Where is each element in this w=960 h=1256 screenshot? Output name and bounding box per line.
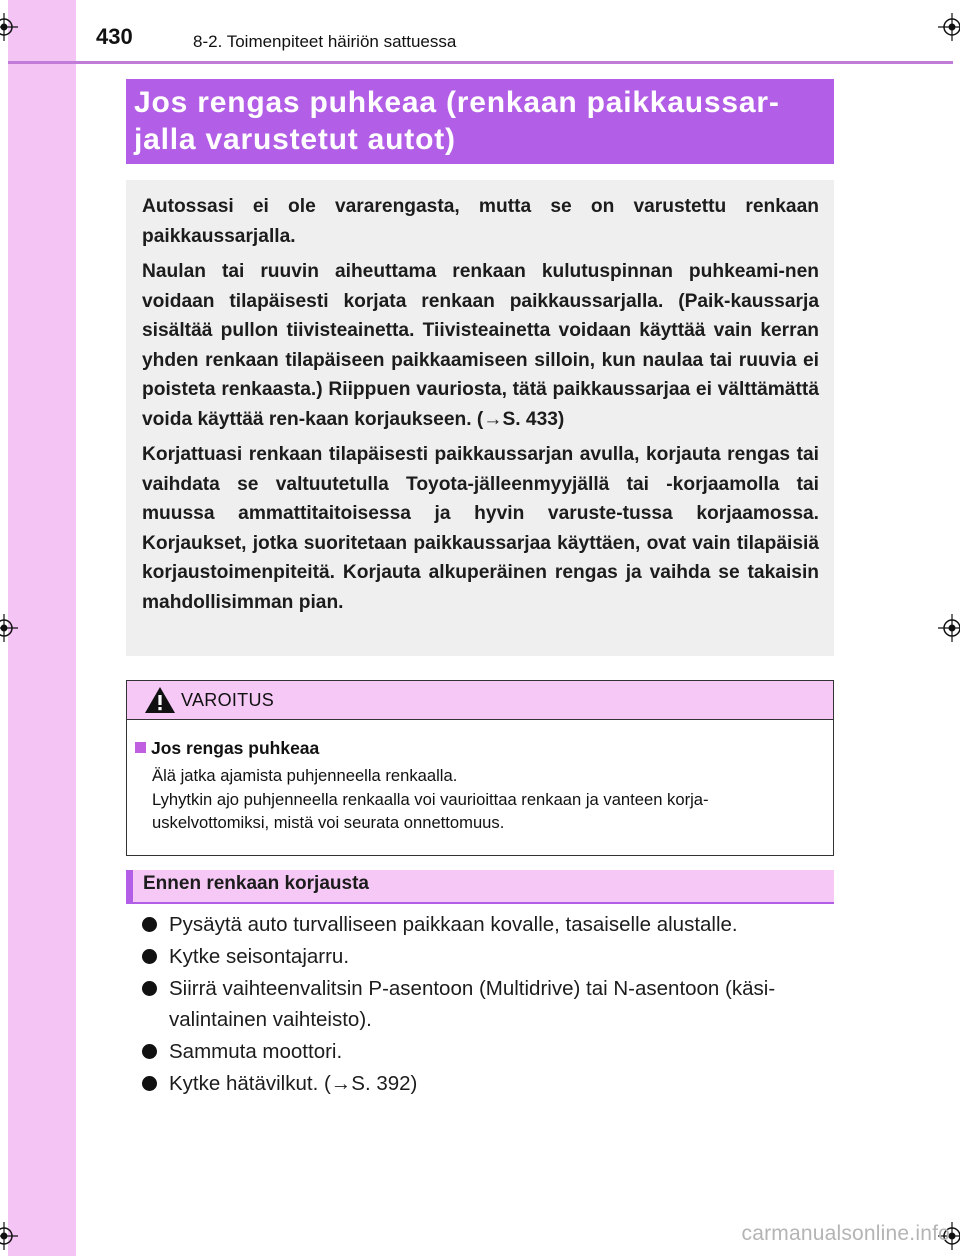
warning-text [152, 764, 823, 835]
registration-mark-icon [938, 614, 960, 642]
list-item: Kytke hätävilkut. (→S. 392) [140, 1068, 840, 1099]
registration-mark-icon [938, 13, 960, 41]
warning-subheading-text: Jos rengas puhkeaa [151, 738, 320, 758]
intro-paragraph: Korjattuasi renkaan tilapäisesti paikkaussarjan avulla, korjauta rengas tai vaihdata se valtuutetulla Toyota-jälleenmyyjällä tai -korjaamolla tai muussa ammattitaitoisessa ja hyvin varuste-tussa korjaamossa. Korjaukset, jotka suoritetaan paikkaussarjaa käyttäen, ovat vain tilapäisiä korjaustoimenpiteitä. Korjauta alkuperäinen rengas ja vaihda se takaisin mahdollisimman pian. [142, 444, 819, 613]
page-title-line-2: jalla varustetut autot) [134, 123, 456, 156]
registration-mark-icon [0, 614, 18, 642]
warning-label: VAROITUS [181, 690, 275, 710]
list-item: Kytke seisontajarru. [140, 941, 840, 972]
section-heading: Ennen renkaan korjausta [126, 870, 834, 904]
intro-box [126, 180, 834, 656]
warning-header [127, 681, 833, 720]
side-tab [8, 0, 76, 1256]
watermark: carmanualsonline.info [741, 1222, 950, 1245]
section-header-title: 8-2. Toimenpiteet häiriön sattuessa [193, 32, 457, 51]
list-item: Pysäytä auto turvalliseen paikkaan kovalle, tasaiselle alustalle. [140, 909, 840, 940]
registration-mark-icon [0, 1222, 18, 1250]
warning-subheading [135, 737, 823, 759]
warning-line: Älä jatka ajamista puhjenneella renkaalla. [152, 766, 458, 785]
warning-triangle-icon [144, 686, 176, 714]
square-bullet-icon [135, 742, 146, 753]
list-item: Sammuta moottori. [140, 1036, 840, 1067]
step-list [140, 909, 840, 1100]
registration-mark-icon [0, 13, 18, 41]
page-number: 430 [96, 24, 133, 49]
page-title-line-1: Jos rengas puhkeaa (renkaan paikkaussar- [134, 86, 780, 119]
warning-line: Lyhytkin ajo puhjenneella renkaalla voi vaurioittaa renkaan ja vanteen korja- [152, 789, 709, 809]
warning-body [127, 720, 833, 835]
warning-box [126, 680, 834, 856]
intro-paragraph: Naulan tai ruuvin aiheuttama renkaan kulutuspinnan puhkeami-nen voidaan tilapäisesti korjata renkaan paikkaussarjalla. (Paik-kaussarja sisältää pullon tiivisteainetta. Tiivisteainetta voidaan käyttää vain kerran yhden renkaan tilapäiseen paikkaamiseen silloin, kun naulaa tai ruuvia ei poisteta renkaasta.) Riippuen vauriosta, tätä paikkaussarjaa ei välttämättä voida käyttää ren-kaan korjaukseen. (→S. 433) [142, 261, 819, 430]
list-item: Siirrä vaihteenvalitsin P-asentoon (Multidrive) tai N-asentoon (käsi-valintainen vaihteisto). [140, 973, 840, 1035]
page-title [134, 84, 826, 158]
intro-paragraph: Autossasi ei ole vararengasta, mutta se on varustettu renkaan paikkaussarjalla. [142, 196, 819, 247]
page-title-banner [126, 79, 834, 164]
warning-line: uskelvottomiksi, mistä voi seurata onnettomuus. [152, 813, 505, 832]
header-divider [8, 61, 953, 64]
